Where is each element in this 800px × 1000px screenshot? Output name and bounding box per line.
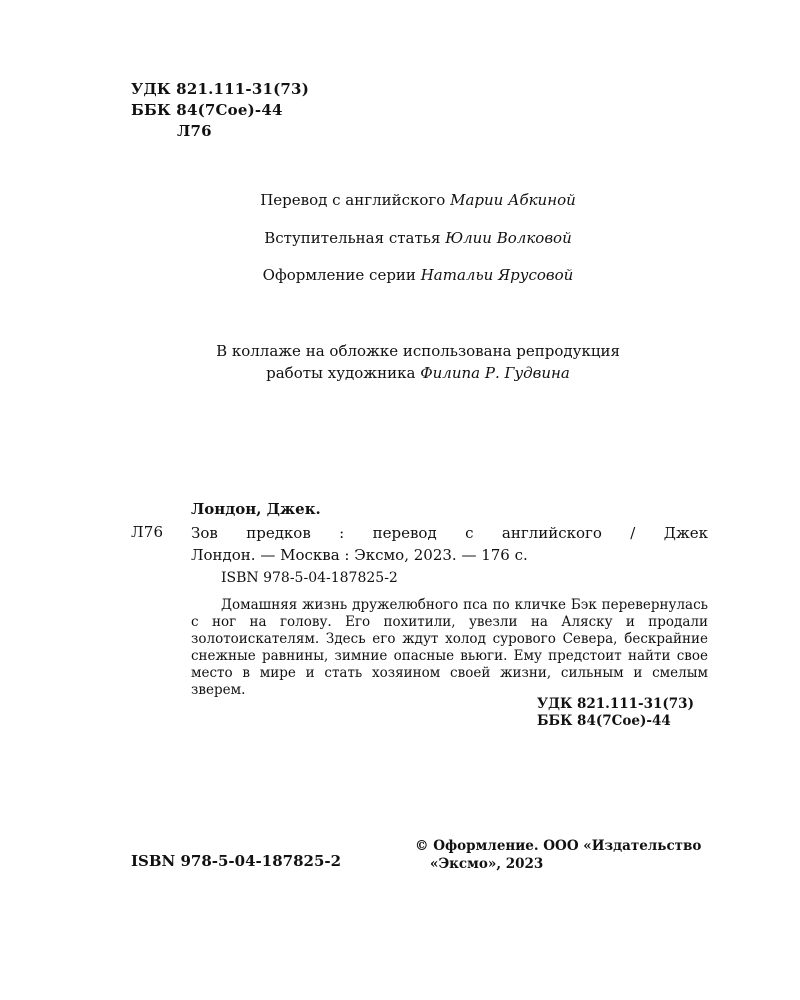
- catalog-bbk: ББК 84(7Сое)-44: [537, 713, 671, 729]
- copyright-line-2: «Эксмо», 2023: [430, 856, 544, 872]
- translator-name: Марии Абкиной: [450, 191, 576, 209]
- copyright: [415, 837, 701, 873]
- intro-prefix: Вступительная статья: [264, 229, 441, 247]
- translation-credit: [0, 191, 800, 209]
- catalog-udk: УДК 821.111-31(73): [537, 696, 694, 712]
- udk-code: УДК 821.111-31(73): [131, 80, 309, 98]
- translation-prefix: Перевод с английского: [260, 191, 446, 209]
- artist-name: Филипа Р. Гудвина: [420, 364, 570, 382]
- collage-note: [0, 340, 800, 384]
- intro-author-name: Юлии Волковой: [445, 229, 572, 247]
- annotation: Домашняя жизнь дружелюбного пса по кличке Бэк перевернулась с ног на голову. Его похитили, увезли на Аляску и продали золотоискателям. Здесь его ждут холод сурового Севера, бескрайние снежные равнины, зимние опасные вьюги. Ему предстоит найти свое место в мире и стать хозяином своей жизни, сильным и смелым зверем.: [191, 597, 708, 698]
- bibliographic-record: [191, 522, 708, 566]
- collage-line-2: [0, 362, 800, 384]
- catalog-isbn: ISBN 978-5-04-187825-2: [221, 570, 398, 586]
- copyright-line-1: © Оформление. ООО «Издательство: [415, 838, 702, 854]
- designer-name: Натальи Ярусовой: [420, 266, 574, 284]
- design-prefix: Оформление серии: [262, 266, 416, 284]
- biblio-line-2: Лондон. — Москва : Эксмо, 2023. — 176 с.: [191, 546, 528, 564]
- bbk-code: ББК 84(7Сое)-44: [131, 101, 283, 119]
- intro-credit: [0, 229, 800, 247]
- biblio-line-1: Зов предков : перевод с английского / Джек: [191, 524, 708, 542]
- catalog-author: Лондон, Джек.: [191, 500, 321, 518]
- design-credit: [0, 266, 800, 284]
- footer-isbn: ISBN 978-5-04-187825-2: [131, 852, 342, 870]
- collage-line-1: В коллаже на обложке использована репродукция: [216, 342, 620, 360]
- collage-prefix: работы художника: [266, 364, 416, 382]
- author-sign: Л76: [177, 122, 212, 140]
- catalog-sign: Л76: [131, 523, 164, 541]
